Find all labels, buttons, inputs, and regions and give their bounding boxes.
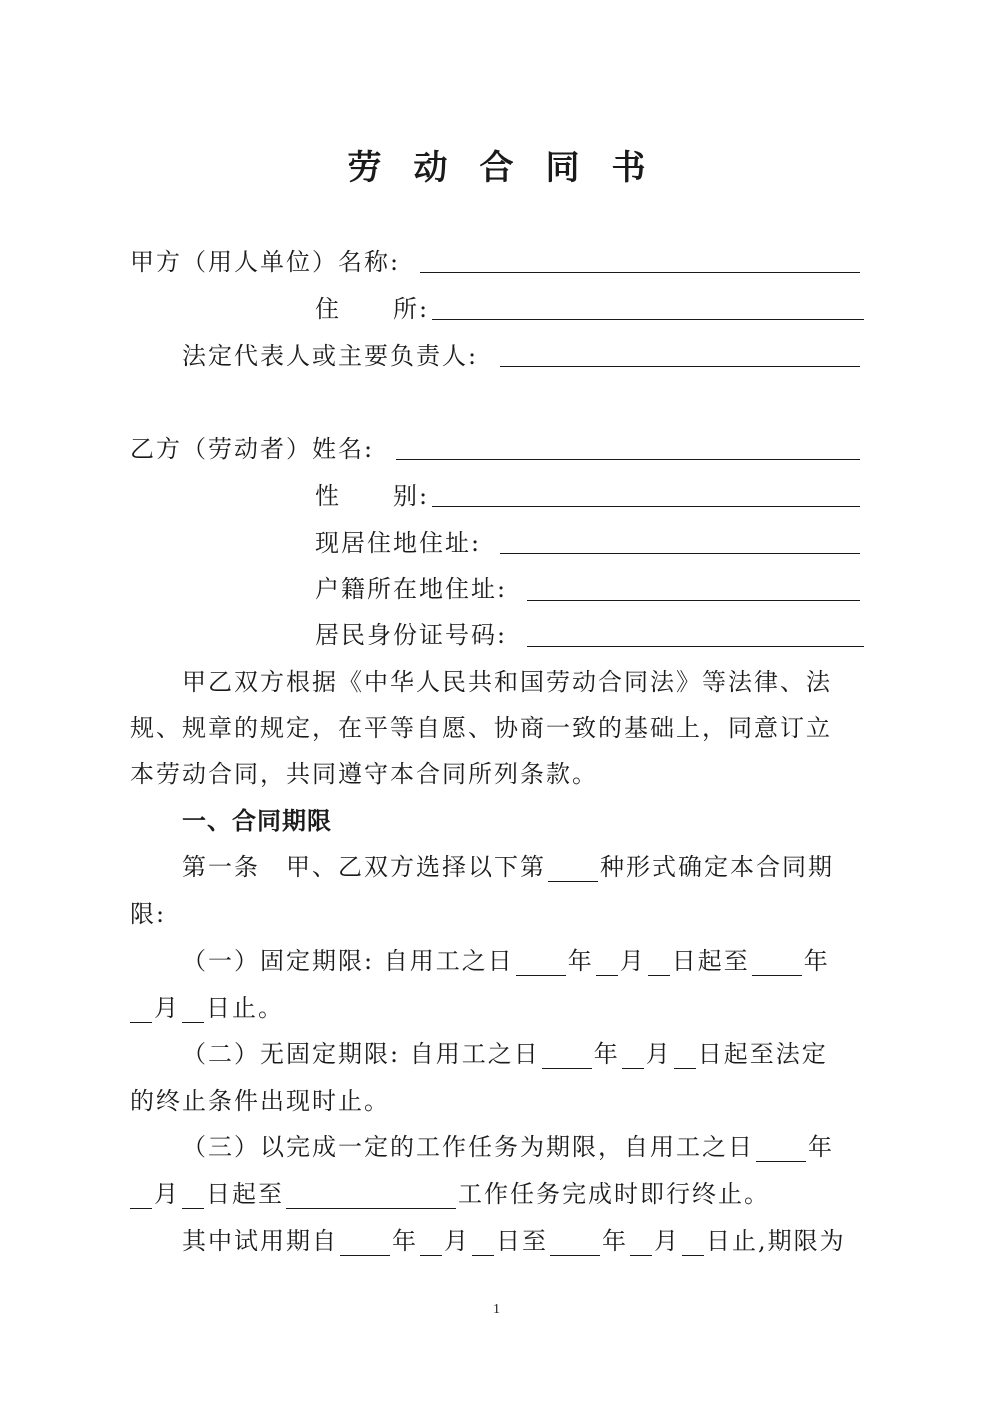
party-b-id-label: 居民身份证号码: <box>315 621 508 649</box>
unit-month: 月 <box>654 1227 680 1255</box>
unit-year: 年 <box>803 947 830 975</box>
option1-line <box>182 946 830 976</box>
preamble-line: 本劳动合同，共同遵守本合同所列条款。 <box>130 760 598 788</box>
year-blank[interactable] <box>756 1137 806 1162</box>
day-blank[interactable] <box>674 1044 696 1069</box>
unit-year: 年 <box>602 1227 628 1255</box>
unit-year: 年 <box>567 947 594 975</box>
option3-text: 工作任务完成时即行终止。 <box>458 1180 770 1208</box>
probation-text: 日止,期限为 <box>706 1227 846 1255</box>
day-blank[interactable] <box>472 1231 494 1256</box>
article1-line2: 限: <box>130 900 167 928</box>
probation-text: 其中试用期自 <box>182 1227 338 1255</box>
day-blank[interactable] <box>182 1184 204 1209</box>
option2-line <box>182 1039 828 1069</box>
option3-line <box>182 1132 834 1162</box>
title-char: 劳 <box>347 148 382 188</box>
option1-text: （一）固定期限: 自用工之日 <box>182 947 514 975</box>
unit-month: 月 <box>154 994 180 1022</box>
month-blank[interactable] <box>130 998 152 1023</box>
task-blank[interactable] <box>286 1184 456 1209</box>
party-b-id-field[interactable] <box>527 646 864 647</box>
year-blank[interactable] <box>516 951 566 976</box>
party-b-gender-field[interactable] <box>432 506 860 507</box>
party-b-household-field[interactable] <box>527 600 860 601</box>
year-blank[interactable] <box>340 1231 390 1256</box>
day-blank[interactable] <box>682 1231 704 1256</box>
option3-text: （三）以完成一定的工作任务为期限，自用工之日 <box>182 1133 754 1161</box>
option2-line2: 的终止条件出现时止。 <box>130 1087 390 1115</box>
option-number-blank[interactable] <box>548 857 598 882</box>
month-blank[interactable] <box>622 1044 644 1069</box>
party-b-gender-label: 性 别: <box>315 482 430 510</box>
party-b-household-label: 户籍所在地住址: <box>315 575 508 603</box>
preamble-line: 规、规章的规定，在平等自愿、协商一致的基础上，同意订立 <box>130 714 832 742</box>
title-char: 合 <box>479 148 514 188</box>
probation-line <box>182 1226 846 1256</box>
title-char: 动 <box>413 148 448 188</box>
unit-text: 日至 <box>496 1227 548 1255</box>
article1-text: 种形式确定本合同期 <box>600 853 834 881</box>
title-char: 同 <box>545 148 580 188</box>
party-a-rep-field[interactable] <box>500 366 860 367</box>
article1-text: 第一条 甲、乙双方选择以下第 <box>182 853 546 881</box>
unit-text: 日起至法定 <box>697 1040 828 1068</box>
month-blank[interactable] <box>130 1184 152 1209</box>
party-b-name-label: 乙方（劳动者）姓名: <box>130 435 375 463</box>
day-blank[interactable] <box>648 951 670 976</box>
unit-year: 年 <box>392 1227 418 1255</box>
title-char: 书 <box>611 148 646 188</box>
unit-text: 日起至 <box>206 1180 284 1208</box>
year-blank[interactable] <box>752 951 802 976</box>
month-blank[interactable] <box>420 1231 442 1256</box>
article1-line <box>182 852 834 882</box>
month-blank[interactable] <box>630 1231 652 1256</box>
preamble-line: 甲乙双方根据《中华人民共和国劳动合同法》等法律、法 <box>182 668 832 696</box>
party-b-residence-field[interactable] <box>500 553 860 554</box>
party-b-name-field[interactable] <box>396 459 860 460</box>
party-a-rep-label: 法定代表人或主要负责人: <box>182 342 479 370</box>
unit-month: 月 <box>619 947 646 975</box>
year-blank[interactable] <box>542 1044 592 1069</box>
page-number: 1 <box>493 1302 500 1317</box>
unit-year: 年 <box>593 1040 620 1068</box>
unit-text: 日止。 <box>206 994 284 1022</box>
party-b-residence-label: 现居住地住址: <box>315 529 482 557</box>
day-blank[interactable] <box>182 998 204 1023</box>
party-a-address-label: 住 所: <box>315 295 430 323</box>
option3-line2 <box>130 1179 770 1209</box>
month-blank[interactable] <box>596 951 618 976</box>
party-a-name-label: 甲方（用人单位）名称: <box>130 248 401 276</box>
party-a-name-field[interactable] <box>420 272 860 273</box>
unit-month: 月 <box>645 1040 672 1068</box>
section-heading: 一、合同期限 <box>182 807 332 835</box>
page-title <box>0 140 993 189</box>
party-a-address-field[interactable] <box>432 319 864 320</box>
unit-year: 年 <box>808 1133 834 1161</box>
option1-line2 <box>130 993 284 1023</box>
option2-text: （二）无固定期限: 自用工之日 <box>182 1040 540 1068</box>
year-blank[interactable] <box>550 1231 600 1256</box>
unit-text: 日起至 <box>671 947 750 975</box>
unit-month: 月 <box>154 1180 180 1208</box>
unit-month: 月 <box>444 1227 470 1255</box>
